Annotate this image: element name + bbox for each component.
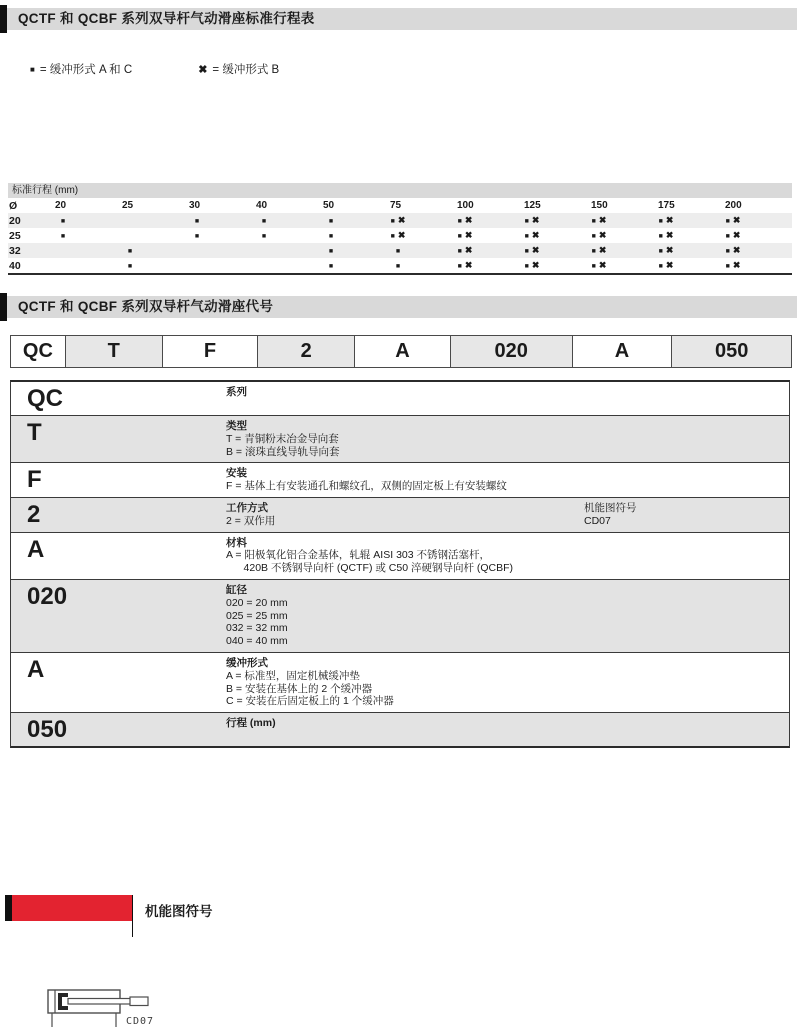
order-code-value: 050 (27, 716, 68, 744)
stroke-availability-cell: ■ ✖ (524, 230, 540, 240)
diameter-symbol: Ø (9, 199, 18, 212)
order-code-description (226, 382, 789, 415)
description-title: 安装 (226, 467, 247, 480)
diagram-label: CD07 (126, 1016, 155, 1027)
order-code-boxes (10, 335, 792, 368)
stroke-table-header-row (8, 198, 792, 213)
stroke-availability-cell: ■ ✖ (457, 260, 473, 270)
order-code-value: F (27, 466, 42, 494)
functional-symbol-note (584, 502, 637, 528)
stroke-availability-cell: ■ (261, 233, 267, 240)
stroke-availability-cell: ■ (328, 233, 334, 240)
functional-diagram-heading: 机能图符号 (145, 904, 213, 919)
stroke-availability-cell: ■ (261, 218, 267, 225)
order-code-box: 050 (671, 336, 791, 367)
description-title: 工作方式 (226, 501, 268, 514)
order-code-row (11, 463, 789, 498)
description-line: C = 安装在后固定板上的 1 个缓冲器 (226, 695, 394, 708)
order-code-row (11, 416, 789, 463)
order-code-description (226, 580, 789, 652)
stroke-column-label: 175 (658, 200, 675, 211)
stroke-availability-cell: ■ (395, 248, 401, 255)
order-code-value: 2 (27, 500, 41, 528)
section1-header-bar (0, 8, 797, 30)
stroke-table-row (8, 258, 792, 273)
description-title: 缓冲形式 (226, 656, 268, 669)
stroke-availability-cell: ■ (60, 218, 66, 225)
stroke-availability-cell: ■ ✖ (390, 215, 406, 225)
stroke-column-label: 200 (725, 200, 742, 211)
stroke-availability-cell: ■ ✖ (524, 245, 540, 255)
stroke-column-label: 30 (189, 200, 201, 211)
stroke-availability-cell: ■ (194, 233, 200, 240)
cross-icon: ✖ (198, 63, 208, 76)
order-code-box: F (162, 336, 258, 367)
stroke-table-row (8, 213, 792, 228)
functional-symbol-code: CD07 (584, 514, 611, 527)
stroke-column-label: 25 (122, 200, 134, 211)
legend-square-text: = 缓冲形式 A 和 C (39, 64, 133, 76)
order-code-description (226, 498, 789, 532)
stroke-availability-cell: ■ ✖ (457, 230, 473, 240)
stroke-availability-cell: ■ (328, 263, 334, 270)
stroke-column-label: 75 (390, 200, 402, 211)
stroke-column-label: 40 (256, 200, 268, 211)
description-title: 行程 (mm) (226, 717, 276, 730)
stroke-availability-cell: ■ ✖ (591, 260, 607, 270)
order-code-row (11, 498, 789, 533)
stroke-availability-cell: ■ ✖ (457, 215, 473, 225)
cylinder-symbol-icon (40, 983, 180, 1031)
order-code-box: 020 (450, 336, 572, 367)
stroke-table-body (8, 213, 792, 273)
bore-label: 40 (9, 259, 21, 272)
description-line: A = 阳极氧化铝合金基体，轧辊 AISI 303 不锈钢活塞杆， (226, 549, 491, 562)
order-code-description (226, 713, 789, 746)
cushion-legend (30, 61, 279, 77)
stroke-availability-cell: ■ ✖ (591, 215, 607, 225)
stroke-availability-cell: ■ ✖ (725, 260, 741, 270)
stroke-availability-cell: ■ ✖ (725, 215, 741, 225)
description-line: T = 青铜粉末冶金导向套 (226, 432, 339, 445)
description-line: 420B 不锈钢导向杆 (QCTF) 或 C50 淬硬钢导向杆 (QCBF) (226, 562, 514, 575)
header-accent-bar (0, 293, 7, 321)
description-title: 材料 (226, 536, 247, 549)
stroke-availability-cell: ■ ✖ (658, 260, 674, 270)
stroke-column-label: 150 (591, 200, 608, 211)
stroke-availability-cell: ■ (194, 218, 200, 225)
stroke-table-row (8, 228, 792, 243)
order-code-box: QC (22, 340, 53, 362)
stroke-availability-cell: ■ (60, 233, 66, 240)
description-line: 032 = 32 mm (226, 622, 288, 635)
stroke-column-label: 100 (457, 200, 474, 211)
order-code-box: 2 (257, 336, 354, 367)
order-code-row (11, 533, 789, 580)
description-title: 系列 (226, 386, 247, 398)
magnetic-piston-icon (58, 993, 68, 1010)
order-code-box: A (572, 336, 672, 367)
description-line: 025 = 25 mm (226, 609, 288, 622)
order-code-row (11, 653, 789, 713)
order-code-value: A (27, 535, 45, 563)
header-accent-bar (0, 5, 7, 33)
order-code-value: T (27, 419, 42, 446)
order-code-value: 020 (27, 582, 68, 610)
order-code-description (226, 416, 789, 462)
stroke-availability-cell: ■ ✖ (725, 245, 741, 255)
description-title: 缸径 (226, 583, 247, 596)
legend-cross-text: = 缓冲形式 B (212, 64, 280, 76)
section1-title: QCTF 和 QCBF 系列双导杆气动滑座标准行程表 (18, 11, 315, 26)
order-code-row (11, 713, 789, 746)
order-code-description-table (10, 380, 790, 748)
order-code-value: QC (27, 385, 63, 412)
stroke-column-label: 125 (524, 200, 541, 211)
functional-symbol-note-title: 机能图符号 (584, 501, 637, 514)
order-code-box: T (65, 336, 162, 367)
description-line: B = 滚珠直线导轨导向套 (226, 445, 340, 458)
stroke-column-label: 50 (323, 200, 335, 211)
stroke-availability-cell: ■ (328, 248, 334, 255)
description-line: 020 = 20 mm (226, 596, 288, 609)
order-code-description (226, 653, 789, 712)
red-banner (5, 895, 133, 921)
stroke-availability-cell: ■ ✖ (457, 245, 473, 255)
description-line: 2 = 双作用 (226, 514, 276, 527)
legend-item-cross (198, 61, 279, 77)
square-icon: ■ (30, 64, 35, 74)
stroke-availability-cell: ■ ✖ (591, 230, 607, 240)
description-line: F = 基体上有安装通孔和螺纹孔，双侧的固定板上有安装螺纹 (226, 480, 507, 493)
order-code-row (11, 580, 789, 653)
banner-tick-line (132, 895, 133, 937)
stroke-availability-cell: ■ ✖ (524, 215, 540, 225)
bore-label: 25 (9, 229, 21, 242)
order-code-box: A (354, 336, 450, 367)
description-line: 040 = 40 mm (226, 635, 288, 648)
stroke-table-row (8, 243, 792, 258)
order-code-value: A (27, 655, 45, 683)
stroke-availability-cell: ■ ✖ (591, 245, 607, 255)
stroke-table-caption: 标准行程 (mm) (8, 183, 792, 198)
order-code-row (11, 382, 789, 416)
stroke-availability-cell: ■ (328, 218, 334, 225)
stroke-availability-cell: ■ (127, 263, 133, 270)
legend-item-square (30, 61, 132, 77)
stroke-availability-cell: ■ ✖ (658, 245, 674, 255)
description-line: A = 标准型，固定机械缓冲垫 (226, 669, 360, 682)
stroke-availability-cell: ■ ✖ (524, 260, 540, 270)
bore-label: 32 (9, 244, 21, 257)
stroke-availability-cell: ■ (395, 263, 401, 270)
stroke-availability-cell: ■ ✖ (658, 230, 674, 240)
stroke-availability-cell: ■ ✖ (390, 230, 406, 240)
description-title: 类型 (226, 420, 247, 432)
standard-stroke-table (8, 183, 792, 275)
section2-header-bar (0, 296, 797, 318)
stroke-availability-cell: ■ (127, 248, 133, 255)
stroke-availability-cell: ■ ✖ (658, 215, 674, 225)
section2-title: QCTF 和 QCBF 系列双导杆气动滑座代号 (18, 299, 274, 314)
description-line: B = 安装在基体上的 2 个缓冲器 (226, 682, 373, 695)
order-code-description (226, 533, 789, 579)
order-code-description (226, 463, 789, 497)
bore-label: 20 (9, 214, 21, 227)
stroke-column-label: 20 (55, 200, 67, 211)
stroke-availability-cell: ■ ✖ (725, 230, 741, 240)
